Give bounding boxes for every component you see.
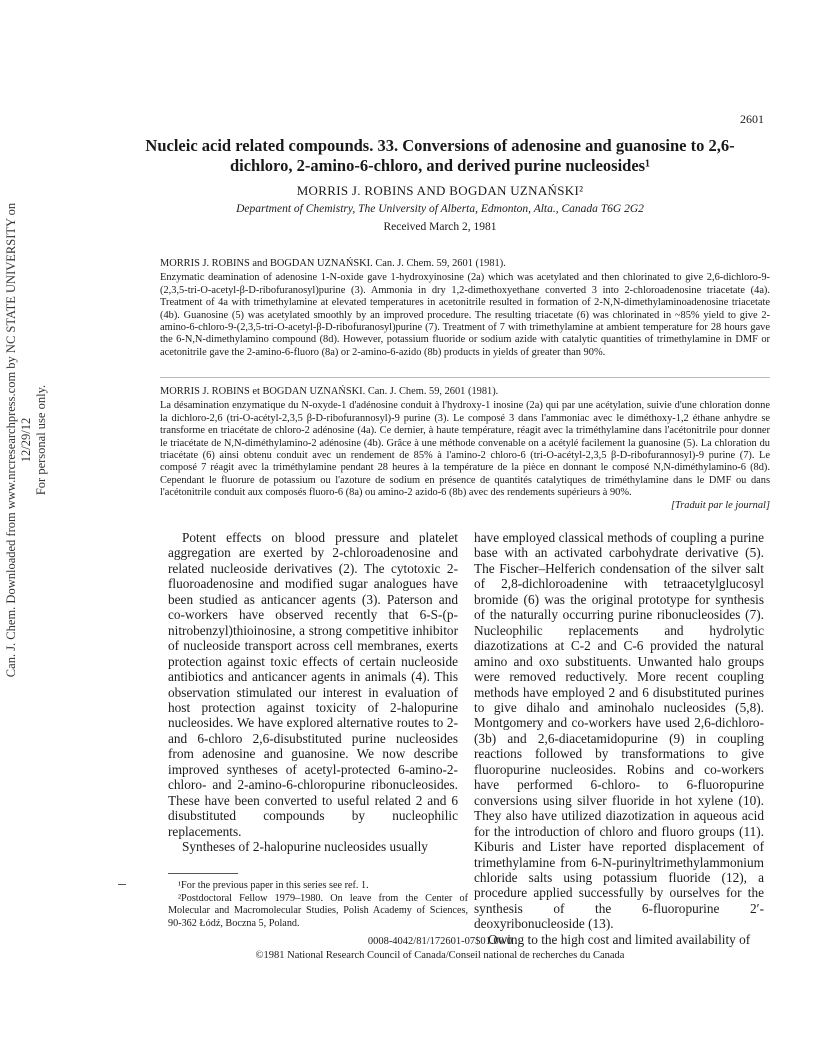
footnotes bbox=[168, 880, 468, 930]
translation-note: [Traduit par le journal] bbox=[670, 499, 770, 511]
body-paragraph: Owing to the high cost and limited availability of bbox=[488, 931, 751, 947]
body-column-right bbox=[474, 530, 764, 947]
abstract-citation: MORRIS J. ROBINS and BOGDAN UZNAŃSKI. Can. J. Chem. 59, 2601 (1981). bbox=[160, 258, 506, 269]
abstract-divider bbox=[160, 377, 770, 378]
author-affiliation: Department of Chemistry, The University of Alberta, Edmonton, Alta., Canada T6G 2G2 bbox=[236, 203, 644, 215]
body-paragraph: Syntheses of 2-halopurine nucleosides usually bbox=[182, 839, 428, 855]
footnote-1: ¹For the previous paper in this series see ref. 1. bbox=[178, 880, 369, 891]
download-notice: Can. J. Chem. Downloaded from www.nrcresearchpress.com by NC STATE UNIVERSITY on 12/29/12 bbox=[4, 202, 33, 678]
resume-text: La désamination enzymatique du N-oxyde-1 d'adénosine conduit à l'hydroxy-1 inosine (2a) qui par une acétylation, suivie d'une chloration donne la dichloro-2,6 (tri-O-acétyl-2,3,5 β-D-ribofurannosyl)-9 purine (3). Le composé 3 dans l'ammoniac avec le diméthoxy-1,2 éthane anhydre se transforme en triacétate de chloro-2 adénosine (4a). Ce dernier, à haute température, réagit avec la triméthylamine dans l'acétonitrile pour donner le triacétate de N,N-diméthylamino-2 adénosine (4b). Grâce à une méthode convenable on a acétylé facilement la guanosine (5). La chloration du triacétate (6) ainsi obtenu conduit avec un rendement de 85% à l'amino-2 chloro-6 (tri-O-acétyl-2,3,5 β-D-ribofurannosyl)-9 purine (7). Le composé 7 réagit avec la triméthylamine pendant 28 heures à la température de la pièce en donnant le composé N,N-diméthylamino-6 (8d). Cependant le fluorure de potassium ou l'azoture de sodium en présence de quantités catalytiques de triméthylamine dans le DMF ou dans l'acétonitrile conduit aux composés fluoro-6 (8a) ou amino-2 azido-6 (8b) avec des rendements supérieurs à 90%. bbox=[160, 400, 770, 499]
personal-use-notice: For personal use only. bbox=[34, 384, 48, 496]
abstract-english bbox=[160, 258, 770, 359]
footnote-rule bbox=[168, 873, 238, 874]
footnote-2: ²Postdoctoral Fellow 1979–1980. On leave from the Center of Molecular and Macromolecular Studies, Polish Academy of Sciences, 90-362 Łódź, Boczna 5, Poland. bbox=[168, 892, 468, 929]
body-paragraph: have employed classical methods of coupling a purine base with an activated carbohydrate derivative (5). The Fischer–Helferich condensation of the silver salt of 2,8-dichloroadenine with tetraacetylglucosyl bromide (6) was the original prototype for synthesis of the naturally occurring purine ribonucleosides (7). Nucleophilic replacements and hydrolytic diazotizations at C-2 and C-6 provided the natural amino and oxo substituents. Unwanted halo groups were removed reductively. More recent coupling methods have employed 2 and 6 disubstituted purines to give dihalo and aminohalo nucleosides (5,8). Montgomery and co-workers have used 2,6-dichloro- (3b) and 2,6-diacetamidopurine (9) in coupling reactions followed by transformations to give fluoropurine nucleosides. Robins and co-workers have performed 6-chloro- to 6-fluoropurine conversions using silver fluoride in hot xylene (10). They also have utilized diazotization in aqueous acid for the introduction of chloro and fluoro groups (11). Kiburis and Lister have reported displacement of trimethylamine from 6-N-purinyltrimethylammonium chloride salts using potassium fluoride (12), a procedure applied successfully by ourselves for the synthesis of the 6-fluoropurine 2′-deoxyribonucleoside (13). bbox=[474, 530, 764, 932]
copyright-notice: ©1981 National Research Council of Canada/Conseil national de recherches du Canada bbox=[255, 950, 625, 961]
abstract-french bbox=[160, 386, 770, 512]
page-number: 2601 bbox=[740, 112, 764, 126]
body-paragraph: Potent effects on blood pressure and platelet aggregation are exerted by 2-chloroadenosine and related nucleoside derivatives (2). The cytotoxic 2-fluoroadenosine and modified sugar analogues have been studied as anticancer agents (3). Paterson and co-workers have observed recently that 6-S-(p-nitrobenzyl)thioinosine, a strong competitive inhibitor of nucleoside transport across cell membranes, exerts protection against toxic effects of certain nucleoside antibiotics and anticancer agents in animals (4). This observation stimulated our interest in evaluation of host protection against toxicity of 2-halopurine nucleosides. We have explored alternative routes to 2- and 6-chloro 2,6-disubstituted purine nucleosides from adenosine and guanosine. We now describe improved syntheses of acetyl-protected 6-amino-2-chloro- and 2-amino-6-chloropurine ribonucleosides. These have been converted to useful related 2 and 6 disubstituted compounds by nucleophilic replacements. bbox=[168, 530, 458, 839]
download-watermark bbox=[4, 180, 48, 700]
body-column-left bbox=[168, 530, 458, 855]
article-title: Nucleic acid related compounds. 33. Conversions of adenosine and guanosine to 2,6-dichloro, 2-amino-6-chloro, and derived purine nucleosides¹ bbox=[145, 136, 735, 175]
margin-mark bbox=[118, 884, 126, 885]
article-code: 0008-4042/81/172601-07$01.00/0 bbox=[367, 936, 513, 947]
received-date: Received March 2, 1981 bbox=[383, 221, 497, 233]
abstract-text: Enzymatic deamination of adenosine 1-N-oxide gave 1-hydroxyinosine (2a) which was acetylated and then chlorinated to give 2,6-dichloro-9-(2,3,5-tri-O-acetyl-β-D-ribofuranosyl)purine (3). Ammonia in dry 1,2-dimethoxyethane converted 3 into 2-chloroadenosine triacetate (4a). Treatment of 4a with trimethylamine at elevated temperatures in acetonitrile resulted in formation of 2-N,N-dimethylaminoadenosine triacetate (4b). Guanosine (5) was acetylated smoothly by an improved procedure. The resulting triacetate (6) was chlorinated in ~85% yield to give 2-amino-6-chloro-9-(2,3,5-tri-O-acetyl-β-D-ribofuranosyl)purine (7). Treatment of 7 with trimethylamine at ambient temperature for 28 hours gave the 6-N,N-dimethylamino compound (8d). However, potassium fluoride or sodium azide with catalytic quantities of trimethylamine in DMF or acetonitrile gave the 2-amino-6-fluoro (8a) or 2-amino-6-azido (8b) products in yields of greater than 90%. bbox=[160, 272, 770, 358]
resume-citation: MORRIS J. ROBINS et BOGDAN UZNAŃSKI. Can. J. Chem. 59, 2601 (1981). bbox=[160, 386, 499, 397]
article-authors: MORRIS J. ROBINS AND BOGDAN UZNAŃSKI² bbox=[296, 183, 584, 198]
